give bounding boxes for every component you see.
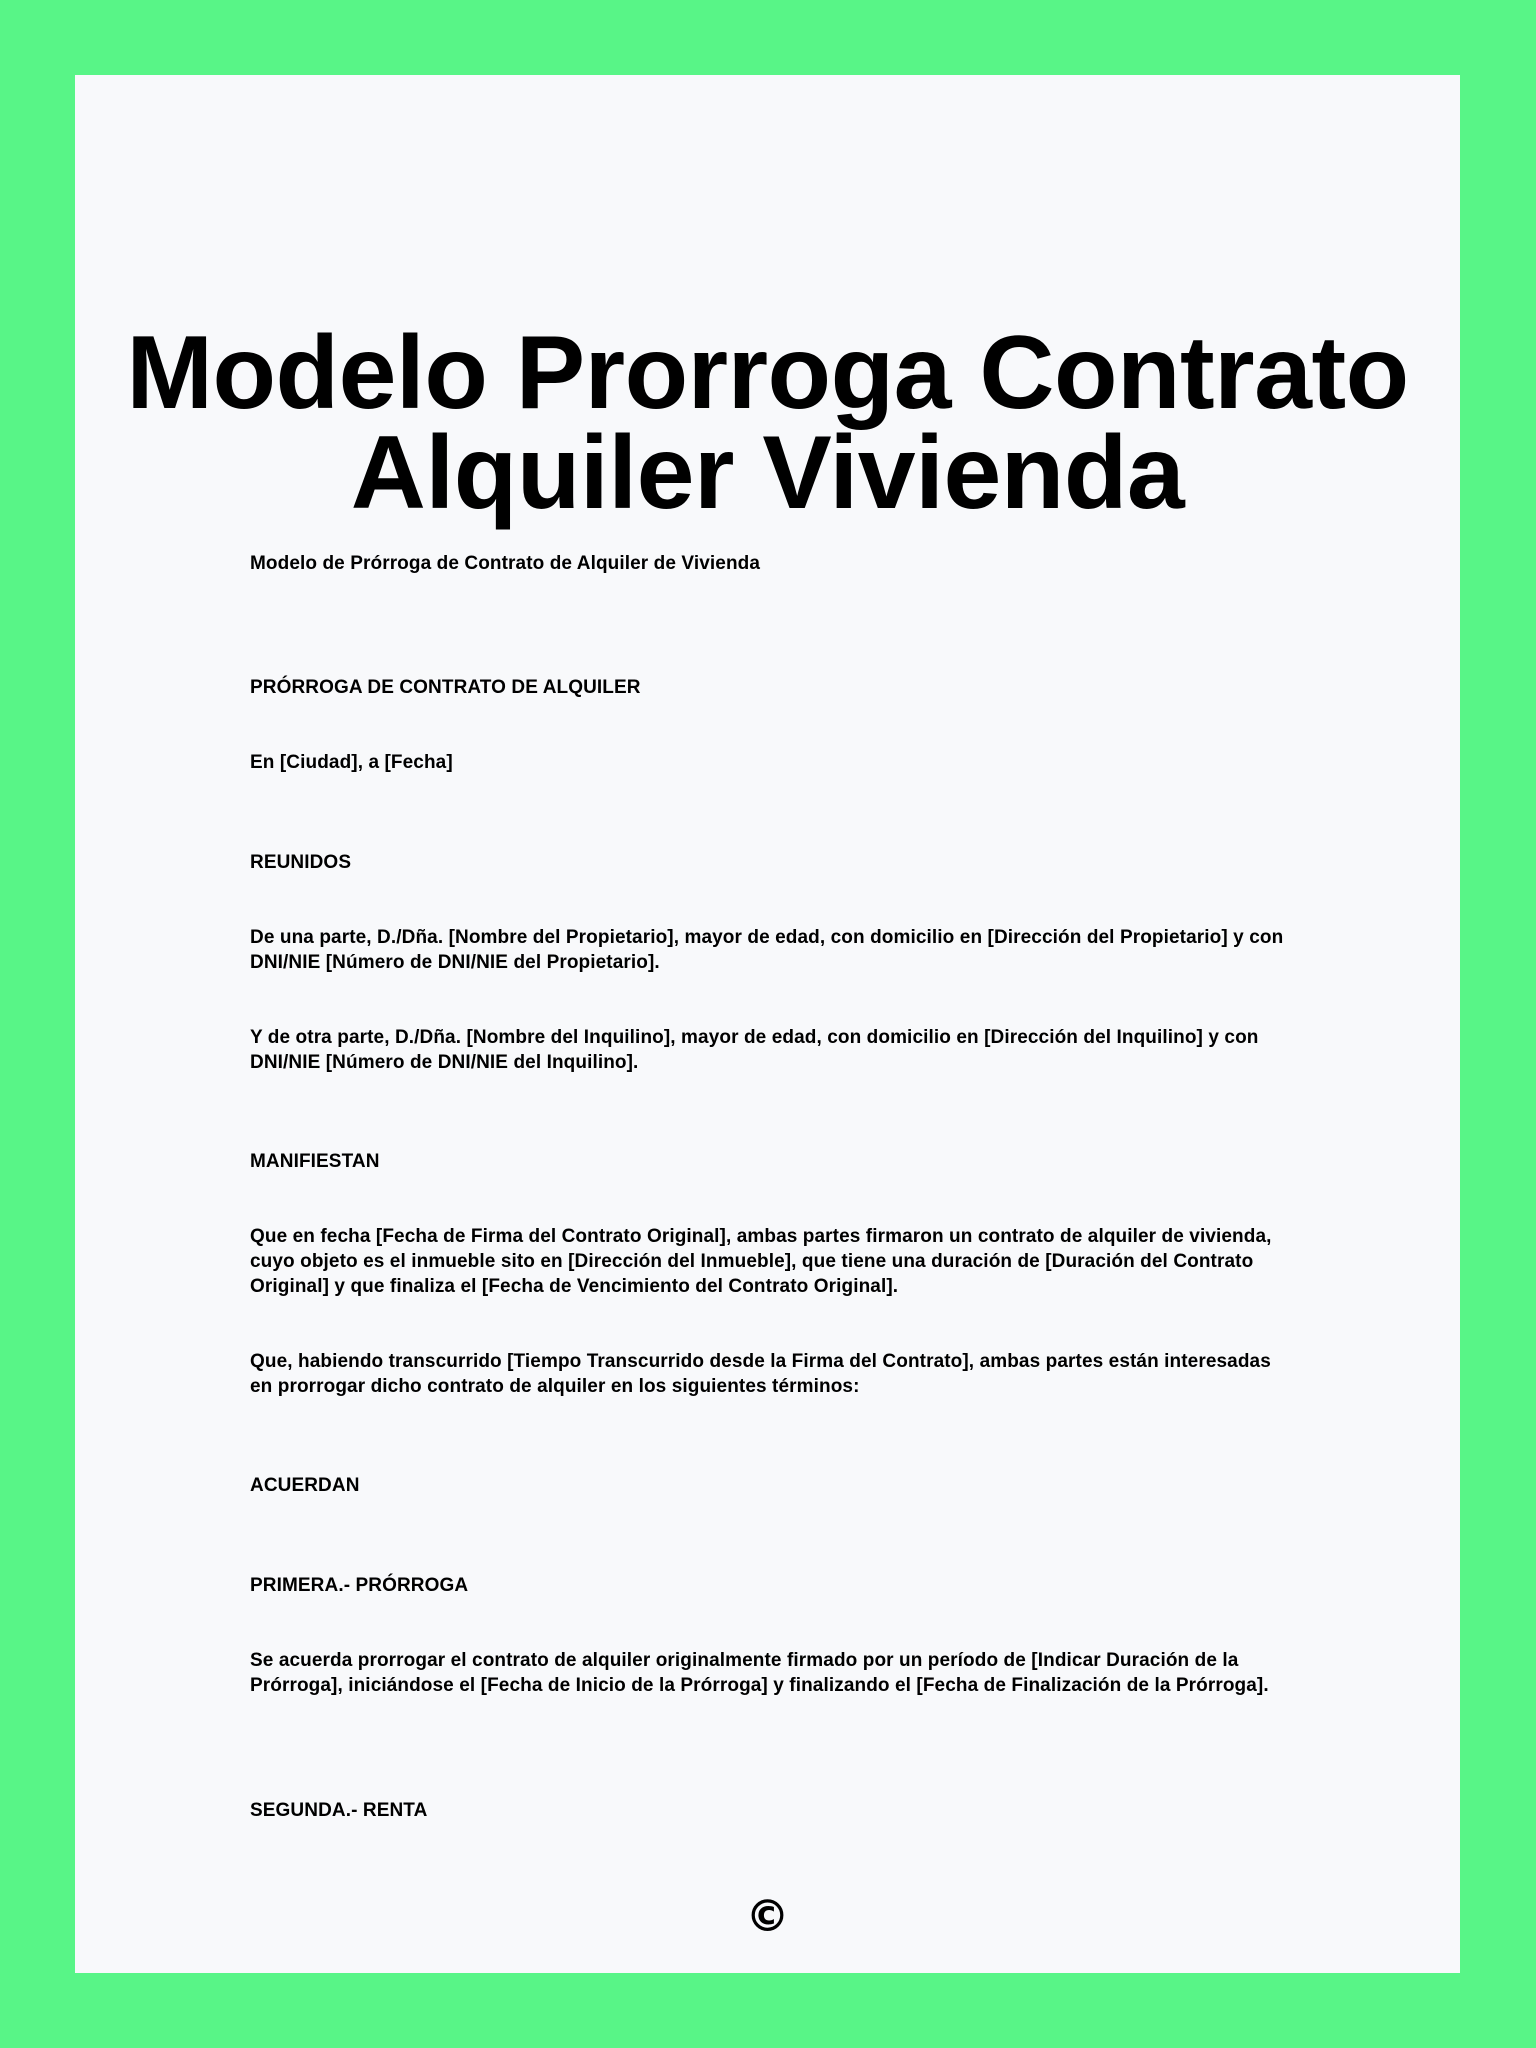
- title-line-2: Alquiler Vivienda: [350, 415, 1185, 531]
- paragraph-contrato-original: Que en fecha [Fecha de Firma del Contrato Original], ambas partes firmaron un contrato de alquiler de vivienda, cuyo objeto es el inmueble sito en [Dirección del Inmueble], que tiene una duración de [Duración del Contrato Original] y que finaliza el [Fecha de Vencimiento del Contrato Original].: [250, 1226, 1272, 1297]
- section-heading-acuerdan: ACUERDAN: [250, 1475, 360, 1496]
- paragraph-place-date: En [Ciudad], a [Fecha]: [250, 752, 453, 773]
- paragraph-heading-prorroga: PRÓRROGA DE CONTRATO DE ALQUILER: [250, 677, 641, 698]
- paragraph-clausula-primera: Se acuerda prorrogar el contrato de alquiler originalmente firmado por un período de [Indicar Duración de la Prórroga], iniciándose el [Fecha de Inicio de la Prórroga] y finalizando el [Fecha de Finalización de la Prórroga].: [250, 1650, 1269, 1696]
- title-line-1: Modelo Prorroga Contrato: [126, 315, 1409, 431]
- clause-heading-primera: PRIMERA.- PRÓRROGA: [250, 1575, 469, 1596]
- section-heading-reunidos: REUNIDOS: [250, 852, 352, 873]
- paragraph-interes-prorroga: Que, habiendo transcurrido [Tiempo Transcurrido desde la Firma del Contrato], ambas partes están interesadas en prorrogar dicho contrato de alquiler en los siguientes términos:: [250, 1351, 1271, 1397]
- section-heading-manifiestan: MANIFIESTAN: [250, 1151, 380, 1172]
- document-title: [75, 315, 1460, 531]
- paragraph-subtitle: Modelo de Prórroga de Contrato de Alquiler de Vivienda: [250, 553, 761, 574]
- paragraph-propietario: De una parte, D./Dña. [Nombre del Propietario], mayor de edad, con domicilio en [Dirección del Propietario] y con DNI/NIE [Número de DNI/NIE del Propietario].: [250, 927, 1284, 973]
- clause-heading-segunda: SEGUNDA.- RENTA: [250, 1800, 428, 1821]
- paragraph-inquilino: Y de otra parte, D./Dña. [Nombre del Inquilino], mayor de edad, con domicilio en [Dirección del Inquilino] y con DNI/NIE [Número de DNI/NIE del Inquilino].: [250, 1027, 1259, 1073]
- document-page: [75, 75, 1460, 1973]
- copyright-icon: ©: [745, 1891, 790, 1942]
